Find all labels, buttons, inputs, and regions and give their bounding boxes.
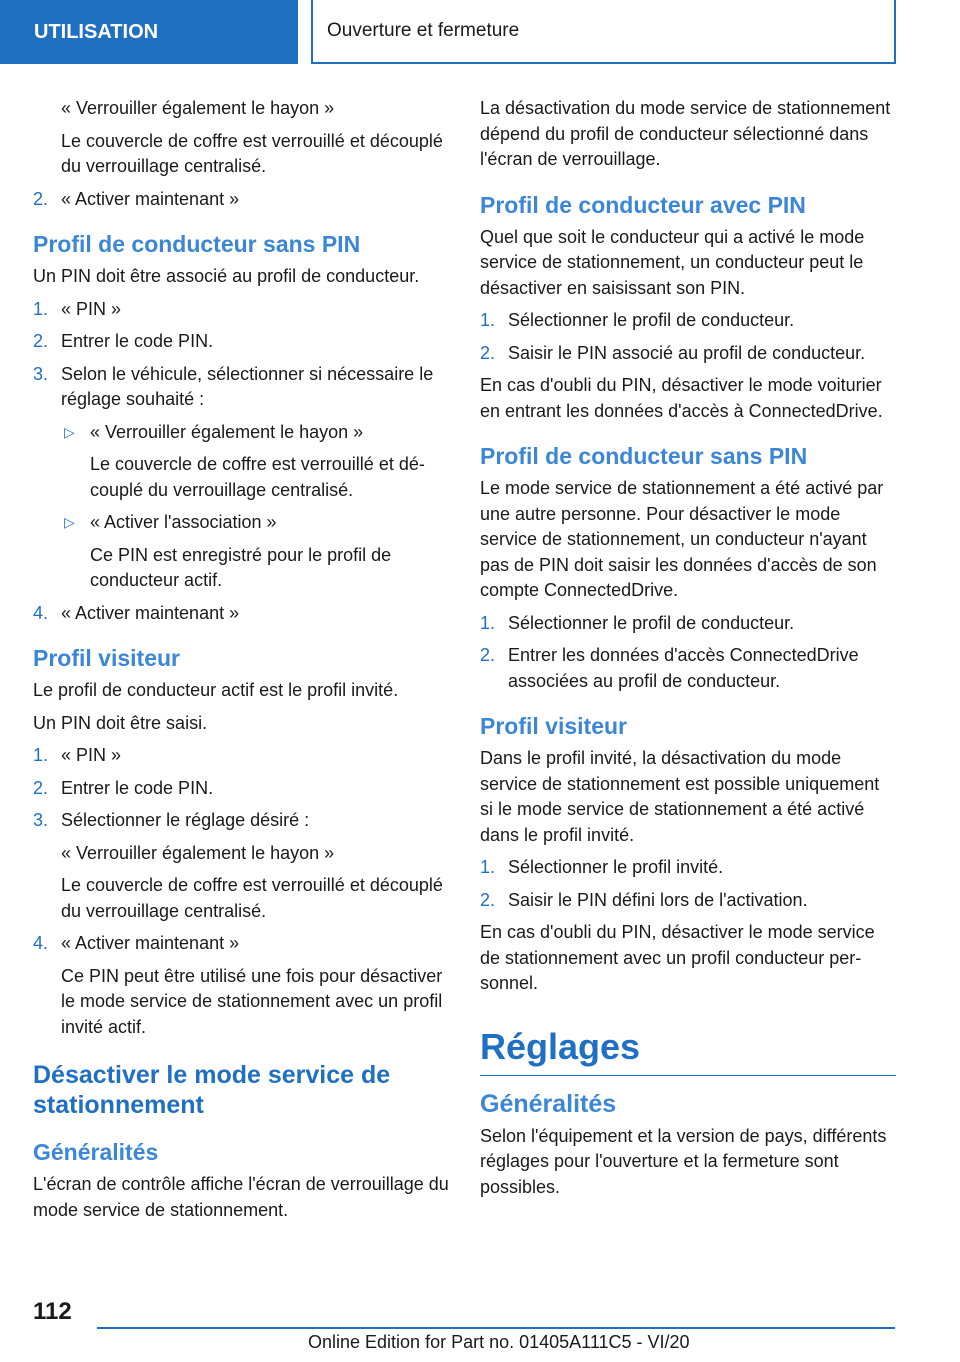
list-item	[33, 931, 449, 957]
list-item	[480, 341, 896, 367]
section-heading: Profil visiteur	[480, 713, 627, 739]
chapter-heading: Désactiver le mode service de stationnement	[33, 1061, 391, 1119]
sub-list-text: « Verrouiller également le hayon »	[90, 421, 364, 442]
list-item	[480, 855, 896, 881]
paragraph: Le couvercle de coffre est verrouillé et découplé du verrouillage centralisé.	[61, 875, 443, 921]
paragraph: En cas d'oubli du PIN, désactiver le mode voiturier en entrant les données d'accès à ConnectedDrive.	[480, 375, 883, 421]
list-number: 4.	[33, 602, 49, 623]
list-number: 1.	[33, 298, 49, 319]
list-text: Entrer les données d'accès ConnectedDrive associées au profil de conducteur.	[508, 645, 859, 691]
list-item	[480, 611, 896, 637]
paragraph: L'écran de contrôle affiche l'écran de verrouillage du mode service de stationnement.	[33, 1174, 449, 1220]
right-column	[480, 96, 896, 1207]
paragraph: Un PIN doit être saisi.	[33, 712, 208, 733]
triangle-bullet-icon: ▷	[64, 423, 75, 440]
list-number: 1.	[480, 612, 496, 633]
list-item	[33, 601, 449, 627]
list-number: 3.	[33, 810, 49, 830]
paragraph: Ce PIN peut être utilisé une fois pour désactiver le mode service de stationnement avec un profil invité actif.	[61, 965, 443, 1037]
list-number: 2.	[480, 342, 496, 363]
list-item	[33, 776, 449, 802]
list-number: 1.	[480, 857, 496, 877]
paragraph: « Verrouiller également le hayon »	[61, 842, 335, 863]
section-heading: Profil de conducteur sans PIN	[33, 231, 361, 257]
list-text: Entrer le code PIN.	[61, 777, 214, 798]
list-text: « Activer maintenant »	[61, 933, 240, 953]
triangle-bullet-icon: ▷	[64, 514, 75, 530]
list-number: 2.	[480, 889, 496, 910]
list-item	[33, 808, 449, 834]
chapter-header	[311, 0, 896, 64]
list-item	[33, 329, 449, 355]
sub-list-item	[33, 510, 449, 536]
section-heading: Profil visiteur	[33, 645, 180, 671]
paragraph: Le mode service de stationnement a été activé par une autre personne. Pour désactiver le mode service de stationnement, un conducteur n'ayant pas de PIN doit saisir les données d'accès de son compte ConnectedDrive.	[480, 478, 884, 600]
paragraph: Le couvercle de coffre est verrouillé et découplé du verrouillage centralisé.	[90, 454, 425, 500]
paragraph: Un PIN doit être associé au profil de conducteur.	[33, 266, 420, 286]
list-text: Entrer le code PIN.	[61, 331, 214, 351]
list-number: 3.	[33, 363, 49, 384]
list-item	[33, 362, 449, 413]
list-item	[33, 743, 449, 769]
section-tab	[0, 0, 298, 64]
paragraph: Selon l'équipement et la version de pays, différents réglages pour l'ouverture et la fermeture sont possibles.	[480, 1125, 887, 1197]
sub-list-text: « Activer l'association »	[90, 512, 277, 532]
footer-divider	[97, 1327, 895, 1329]
edition-footer: Online Edition for Part no. 01405A111C5 - VI/20	[308, 1332, 690, 1352]
list-text: Selon le véhicule, sélectionner si nécessaire le réglage souhaité :	[61, 363, 434, 409]
section-heading: Profil de conducteur sans PIN	[480, 443, 808, 469]
section-title: UTILISATION	[34, 21, 159, 43]
paragraph: Le profil de conducteur actif est le profil invité.	[33, 680, 399, 700]
sub-list-item	[33, 420, 449, 446]
page-number: 112	[33, 1298, 72, 1325]
section-heading: Généralités	[480, 1089, 617, 1118]
chapter-title: Ouverture et fermeture	[327, 20, 520, 41]
paragraph: Quel que soit le conducteur qui a activé le mode service de stationnement, un conducteur peut le désactiver en saisissant son PIN.	[480, 226, 865, 298]
list-text: « PIN »	[61, 745, 122, 765]
list-text: « PIN »	[61, 298, 122, 319]
list-item	[33, 187, 449, 213]
list-item	[480, 308, 896, 334]
list-item	[480, 888, 896, 914]
list-number: 1.	[480, 310, 496, 330]
section-heading: Généralités	[33, 1139, 159, 1165]
section-heading: Profil de conducteur avec PIN	[480, 191, 806, 218]
list-number: 2.	[33, 777, 49, 798]
list-text: Saisir le PIN défini lors de l'activation.	[508, 889, 808, 910]
list-text: Sélectionner le profil invité.	[508, 857, 724, 877]
list-text: « Activer maintenant »	[61, 602, 240, 623]
list-text: « Activer maintenant »	[61, 188, 240, 209]
list-number: 2.	[33, 188, 49, 209]
list-text: Saisir le PIN associé au profil de conducteur.	[508, 342, 866, 363]
paragraph: Dans le profil invité, la désactivation du mode service de stationnement est possible uniquement si le mode service de stationnement a été activé dans le profil invité.	[480, 748, 880, 845]
list-number: 1.	[33, 745, 49, 765]
list-item	[33, 297, 449, 323]
list-text: Sélectionner le réglage désiré :	[61, 810, 310, 830]
list-item	[480, 643, 896, 694]
paragraph: Le couvercle de coffre est verrouillé et découplé du verrouillage centralisé.	[61, 130, 443, 176]
paragraph: En cas d'oubli du PIN, désactiver le mode service de stationnement avec un profil conducteur personnel.	[480, 922, 875, 993]
list-text: Sélectionner le profil de conducteur.	[508, 310, 795, 330]
list-number: 4.	[33, 933, 49, 953]
paragraph: Ce PIN est enregistré pour le profil de conducteur actif.	[90, 544, 392, 590]
main-heading: Réglages	[480, 1025, 896, 1076]
paragraph: « Verrouiller également le hayon »	[61, 98, 335, 118]
list-number: 2.	[480, 645, 496, 665]
list-text: Sélectionner le profil de conducteur.	[508, 612, 795, 633]
left-column	[33, 96, 449, 1230]
list-number: 2.	[33, 331, 49, 351]
paragraph: La désactivation du mode service de stationnement dépend du profil de conducteur sélectionné dans l'écran de verrouillage.	[480, 98, 891, 169]
